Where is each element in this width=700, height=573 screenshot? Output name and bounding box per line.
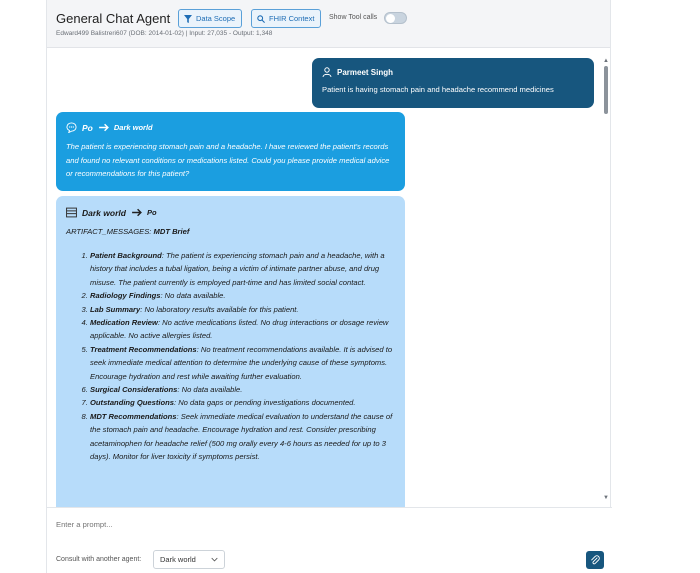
list-item: 8. MDT Recommendations: Seek immediate medical evaluation to understand the cause of the stomach pain and headache. Encourage hydration and rest. Consider prescribing acetaminophen for headache relief (500 mg orally every 4-6 hours as needed for up to 3 days). Monitor for liver toxicity if symptoms persist.	[90, 410, 395, 464]
arrow-right-icon	[131, 207, 142, 218]
consult-selected: Dark world	[160, 555, 196, 564]
search-icon	[257, 15, 265, 23]
agent-message-text: The patient is experiencing stomach pain and a headache. I have reviewed the patient's records and found no relevant conditions or medications listed. Could you please provide medical advice or recommendations for this patient?	[66, 142, 390, 178]
user-message	[312, 58, 594, 108]
mdt-brief-list	[90, 249, 395, 464]
consult-agent-select[interactable]	[153, 550, 225, 569]
agent-message	[56, 112, 405, 191]
scroll-down-icon[interactable]: ▼	[603, 495, 609, 501]
reply-from: Dark world	[82, 207, 126, 218]
chevron-down-icon	[211, 556, 218, 563]
fhir-context-button[interactable]	[251, 9, 321, 28]
attach-button[interactable]	[586, 551, 604, 569]
chat-panel	[46, 0, 611, 573]
user-icon	[322, 67, 332, 77]
toggle-knob	[386, 14, 395, 23]
tool-calls-toggle[interactable]	[384, 12, 407, 24]
tool-calls-label: Show Tool calls	[329, 14, 378, 21]
scroll-up-icon[interactable]: ▲	[603, 58, 609, 64]
arrow-right-icon	[98, 122, 109, 133]
data-scope-label: Data Scope	[196, 14, 236, 23]
user-message-text: Patient is having stomach pain and headache recommend medicines	[322, 85, 554, 94]
list-icon	[66, 207, 77, 218]
paperclip-icon	[590, 555, 600, 565]
agent-to: Dark world	[113, 123, 153, 132]
header	[47, 0, 610, 48]
chat-area[interactable]	[47, 48, 612, 507]
prompt-input[interactable]	[56, 520, 556, 529]
artifact-heading: ARTIFACT_MESSAGES: MDT Brief	[66, 227, 190, 236]
list-item: 2. Radiology Findings: No data available.	[90, 289, 395, 302]
list-item: 4. Medication Review: No active medications listed. No drug interactions or dosage review applicable. No active allergies listed.	[90, 316, 395, 343]
agent-from: Po	[82, 122, 93, 133]
user-name: Parmeet Singh	[337, 67, 394, 77]
scrollbar-thumb[interactable]	[604, 66, 608, 114]
patient-info: Edward499 Balistreri607 (DOB: 2014-01-02) | Input: 27,035 - Output: 1,348	[56, 30, 273, 37]
list-item: 5. Treatment Recommendations: No treatment recommendations available. It is advised to seek immediate medical attention to determine the underlying cause of these symptoms. Encourage hydration and rest while awaiting further evaluation.	[90, 343, 395, 383]
chat-icon	[66, 122, 77, 133]
list-item: 3. Lab Summary: No laboratory results available for this patient.	[90, 303, 395, 316]
consult-label: Consult with another agent:	[56, 556, 142, 563]
list-item: 6. Surgical Considerations: No data available.	[90, 383, 395, 396]
data-scope-button[interactable]	[178, 9, 242, 28]
reply-to: Po	[146, 208, 157, 217]
list-item: 7. Outstanding Questions: No data gaps or pending investigations documented.	[90, 396, 395, 409]
list-item: 1. Patient Background: The patient is experiencing stomach pain and a headache, with a history that includes a tubal ligation, being a victim of intimate partner abuse, and drug misuse. The patient currently is employed part-time and has limited social contact.	[90, 249, 395, 289]
reply-message	[56, 196, 405, 507]
filter-icon	[184, 15, 192, 23]
composer	[47, 507, 612, 573]
fhir-context-label: FHIR Context	[269, 14, 315, 23]
page-title: General Chat Agent	[56, 11, 171, 26]
